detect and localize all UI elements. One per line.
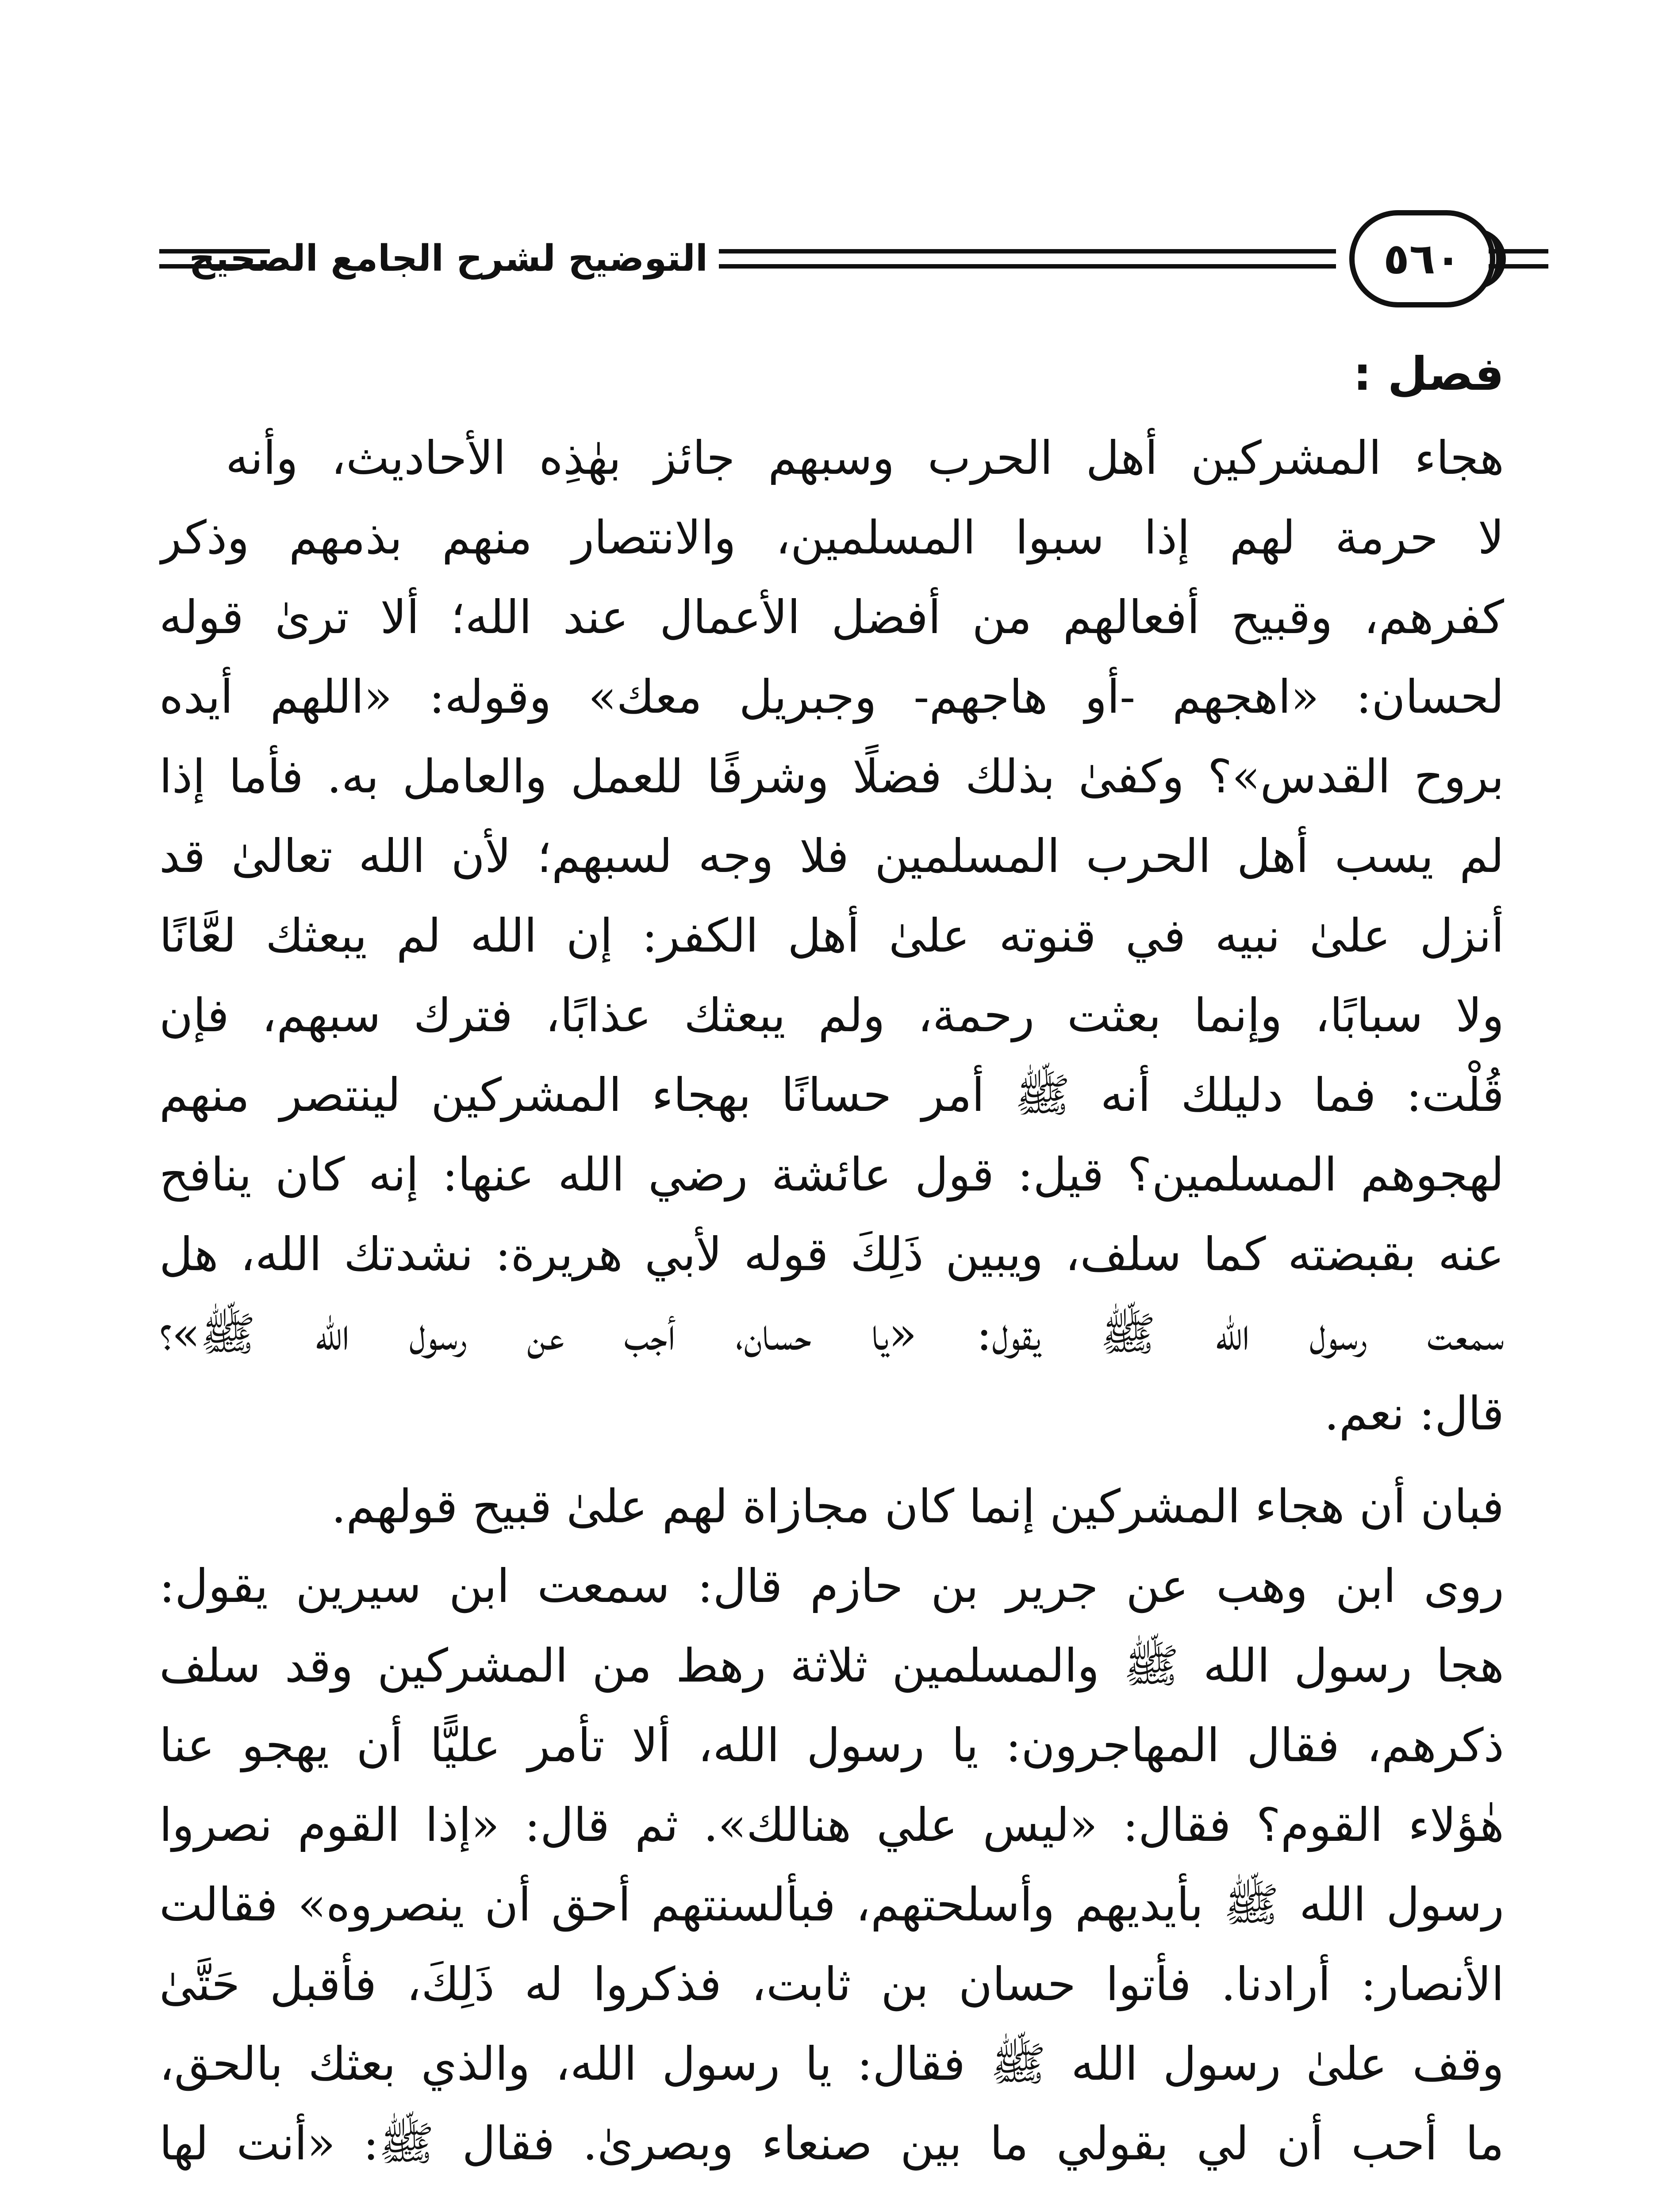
text-line: ما أحب أن لي بقولي ما بين صنعاء وبصرىٰ. فقال ﷺ: «أنت لها <box>159 2116 1504 2170</box>
text-line: لحسان: «اهجهم -أو هاجهم- وجبريل معك» وقوله: «اللهم أيده <box>159 670 1504 724</box>
page-number-badge <box>1349 210 1495 307</box>
header-rule-middle <box>719 249 1336 269</box>
text-line: هٰؤلاء القوم؟ فقال: «ليس علي هنالك». ثم قال: «إذا القوم نصروا <box>159 1798 1504 1852</box>
running-title: التوضيح لشرح الجامع الصحيح <box>189 238 708 280</box>
page-number: ٥٦٠ <box>1383 234 1461 284</box>
text-line: لا حرمة لهم إذا سبوا المسلمين، والانتصار منهم بذمهم وذكر <box>159 511 1504 565</box>
text-line: روى ابن وهب عن جرير بن حازم قال: سمعت ابن سيرين يقول: <box>159 1559 1504 1613</box>
text-line: بروح القدس»؟ وكفىٰ بذلك فضلًا وشرفًا للعمل والعامل به. فأما إذا <box>159 749 1504 803</box>
text-line: قال: نعم. <box>1324 1386 1504 1440</box>
text-line: سمعت رسول الله ﷺ يقول: «يا حسان، أجب عن رسول الله ﷺ»؟ <box>159 1307 1504 1361</box>
text-line: فبان أن هجاء المشركين إنما كان مجازاة لهم علىٰ قبيح قولهم. <box>331 1479 1504 1533</box>
text-line: عنه بقبضته كما سلف، ويبين ذَلِكَ قوله لأبي هريرة: نشدتك الله، هل <box>159 1227 1504 1281</box>
text-line: ذكرهم، فقال المهاجرون: يا رسول الله، ألا تأمر عليًّا أن يهجو عنا <box>159 1718 1504 1772</box>
text-line: الأنصار: أرادنا. فأتوا حسان بن ثابت، فذكروا له ذَلِكَ، فأقبل حَتَّىٰ <box>159 1957 1504 2011</box>
text-line: رسول الله ﷺ بأيديهم وأسلحتهم، فبألسنتهم أحق أن ينصروه» فقالت <box>159 1878 1504 1932</box>
text-line: أنزل علىٰ نبيه في قنوته علىٰ أهل الكفر: إن الله لم يبعثك لعَّانًا <box>159 909 1504 963</box>
text-line: قُلْت: فما دليلك أنه ﷺ أمر حسانًا بهجاء المشركين لينتصر منهم <box>159 1068 1504 1122</box>
text-line: كفرهم، وقبيح أفعالهم من أفضل الأعمال عند الله؛ ألا ترىٰ قوله <box>159 590 1504 644</box>
running-header <box>159 201 1548 316</box>
text-line: لم يسب أهل الحرب المسلمين فلا وجه لسبهم؛ لأن الله تعالىٰ قد <box>159 829 1504 883</box>
text-line: وقف علىٰ رسول الله ﷺ فقال: يا رسول الله، والذي بعثك بالحق، <box>159 2037 1504 2091</box>
section-heading: فصل : <box>1353 347 1504 401</box>
text-line: ولا سبابًا، وإنما بعثت رحمة، ولم يبعثك عذابًا، فترك سبهم، فإن <box>159 988 1504 1042</box>
header-rule-right <box>1489 249 1548 269</box>
text-line: لهجوهم المسلمين؟ قيل: قول عائشة رضي الله عنها: إنه كان ينافح <box>159 1148 1504 1202</box>
text-line: هجا رسول الله ﷺ والمسلمين ثلاثة رهط من المشركين وقد سلف <box>159 1639 1504 1693</box>
text-line: هجاء المشركين أهل الحرب وسبهم جائز بهٰذِه الأحاديث، وأنه <box>226 431 1504 485</box>
